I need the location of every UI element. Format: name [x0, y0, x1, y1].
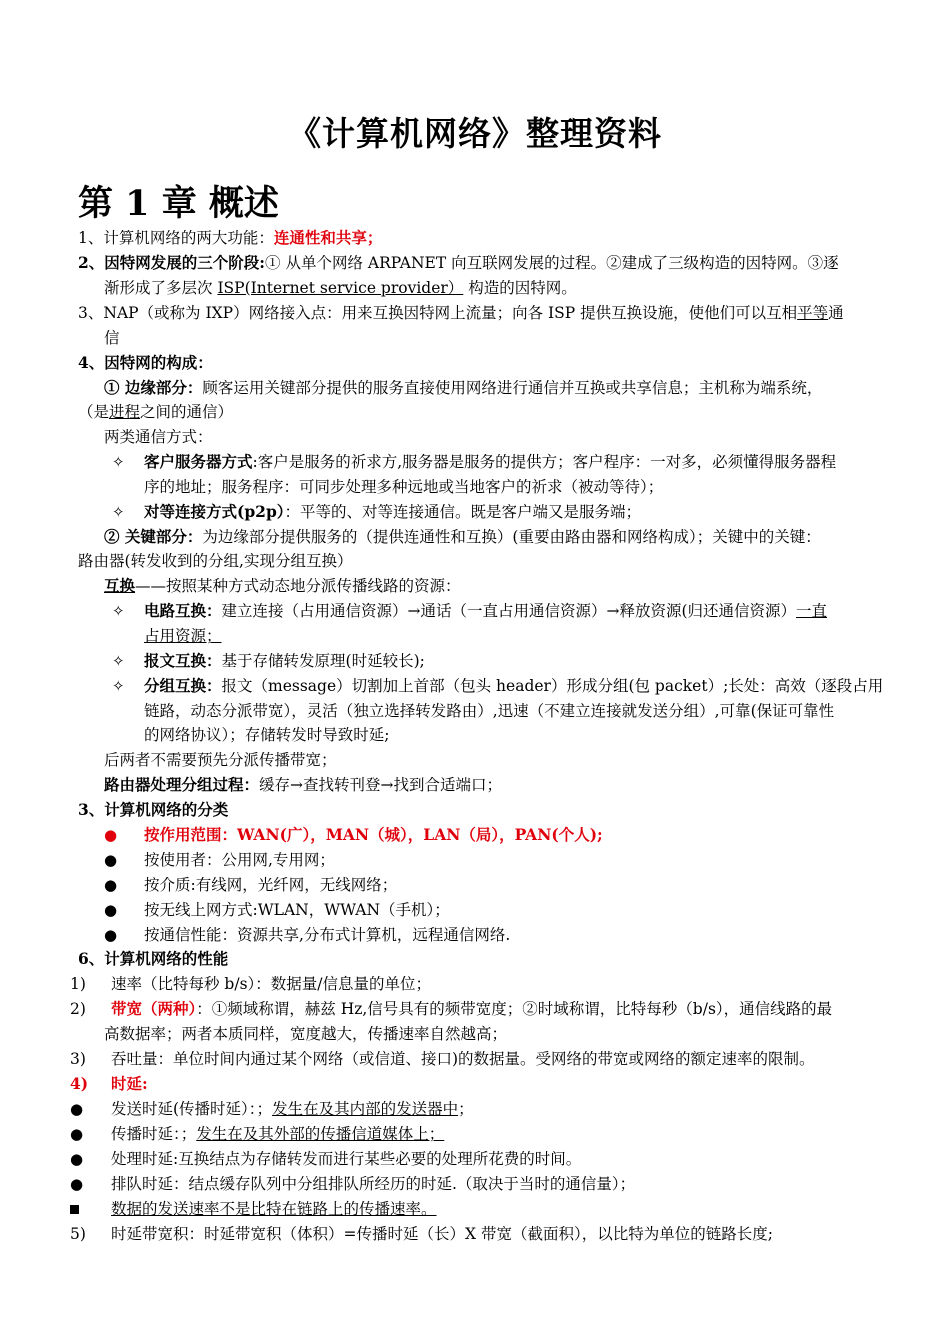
modes-heading: 两类通信方式：	[104, 428, 213, 446]
list-number: 5)	[70, 1225, 86, 1243]
classification-item: 按介质:有线网，光纤网，无线网络；	[144, 876, 398, 894]
classification-item: 按无线上网方式:WLAN，WWAN（手机）；	[144, 901, 450, 919]
client-server-cont: 序的地址；服务程序：可同步处理多种远地或当地客户的祈求（被动等待）；	[144, 478, 664, 496]
circuit-switching-cont: 占用资源；	[144, 627, 222, 645]
highlight-text: 连通性和共享；	[273, 228, 383, 247]
list-number: 4)	[70, 1074, 89, 1093]
section-4-heading: 4、因特网的构成：	[78, 353, 213, 372]
perf-throughput: 吞吐量：单位时间内通过某个网络（或信道、接口)的数据量。受网络的带宽或网络的额定速率的限制。	[111, 1050, 815, 1068]
packet-switching: 分组互换：报文（message）切割加上首部（包头 header）形成分组(包 packet）;长处：高效（逐段占用	[144, 676, 884, 695]
item-3: 3、NAP（或称为 IXP）网络接入点：用来互换因特网上流量；向各 ISP 提供互换设施，使他们可以互相平等通	[78, 304, 844, 322]
diamond-bullet-icon: ✧	[112, 503, 125, 521]
document-title: 《计算机网络》整理资料	[288, 114, 662, 153]
edge-part: ① 边缘部分：顾客运用关键部分提供的服务直接使用网络进行通信并互换或共享信息；主机称为端系统，	[104, 378, 823, 397]
item-2: 2、因特网发展的三个阶段:① 从单个网络 ARPANET 向互联网发展的过程。②建成了三级构造的因特网。③逐	[78, 253, 839, 272]
item-1: 1、计算机网络的两大功能：连通性和共享；	[78, 228, 383, 247]
item-3-cont: 信	[104, 329, 120, 347]
switching-heading: 互换——按照某种方式动态地分派传播线路的资源：	[104, 576, 461, 595]
dot-bullet-icon: ●	[70, 1175, 84, 1193]
diamond-bullet-icon: ✧	[112, 602, 125, 620]
item-2-cont: 渐形成了多层次 ISP(Internet service provider） 构造的因特网。	[104, 279, 577, 297]
dot-bullet-icon: ●	[104, 851, 118, 869]
perf-rate: 速率（比特每秒 b/s）：数据量/信息量的单位；	[111, 975, 431, 993]
dot-bullet-icon: ●	[104, 901, 118, 919]
p2p-mode: 对等连接方式(p2p）：平等的、对等连接通信。既是客户端又是服务端；	[144, 502, 642, 521]
perf-bandwidth-cont: 高数据率；两者本质同样，宽度越大，传播速率自然越高；	[104, 1025, 508, 1043]
dot-bullet-icon: ●	[70, 1150, 84, 1168]
perf-delay: 时延:	[111, 1074, 148, 1093]
classification-heading: 3、计算机网络的分类	[78, 800, 229, 819]
delay-queuing: 排队时延：结点缓存队列中分组排队所经历的时延.（取决于当时的通信量）；	[111, 1175, 636, 1193]
diamond-bullet-icon: ✧	[112, 652, 125, 670]
red-dot-bullet-icon: ●	[104, 826, 118, 844]
chapter-heading: 第 1 章 概述	[78, 183, 279, 224]
diamond-bullet-icon: ✧	[112, 453, 125, 471]
dot-bullet-icon: ●	[104, 876, 118, 894]
perf-bandwidth: 带宽（两种）：①频域称谓，赫兹 Hz,信号具有的频带宽度；②时域称谓，比特每秒（b/s），通信线路的最	[111, 999, 833, 1018]
core-part-cont: 路由器(转发收到的分组,实现分组互换）	[78, 552, 353, 570]
delay-processing: 处理时延:互换结点为存储转发而进行某些必要的处理所花费的时间。	[111, 1150, 582, 1168]
delay-propagation: 传播时延：；发生在及其外部的传播信道媒体上；	[111, 1125, 445, 1143]
delay-transmission: 发送时延(传播时延）：；发生在及其内部的发送器中；	[111, 1100, 474, 1118]
classification-item: 按作用范围：WAN(广），MAN（城），LAN（局），PAN(个人);	[144, 825, 603, 844]
list-number: 3)	[70, 1050, 86, 1068]
client-server-mode: 客户服务器方式:客户是服务的祈求方,服务器是服务的提供方；客户程序：一对多，必须懂得服务器程	[144, 452, 837, 471]
dot-bullet-icon: ●	[70, 1100, 84, 1118]
packet-switching-cont: 的网络协议）；存储转发时导致时延;	[144, 726, 390, 744]
packet-switching-cont: 链路，动态分派带宽），灵活（独立选择转发路由）,迅速（不建立连接就发送分组）,可靠(保证可靠性	[144, 702, 835, 720]
classification-item: 按使用者：公用网,专用网；	[144, 851, 335, 869]
core-part: ② 关键部分：为边缘部分提供服务的（提供连通性和互换）(重要由路由器和网络构成）；关键中的关键：	[104, 527, 821, 546]
switching-note: 后两者不需要预先分派传播带宽；	[104, 751, 337, 769]
diamond-bullet-icon: ✧	[112, 677, 125, 695]
dot-bullet-icon: ●	[104, 926, 118, 944]
dot-bullet-icon: ●	[70, 1125, 84, 1143]
classification-item: 按通信性能：资源共享,分布式计算机，远程通信网络.	[144, 926, 511, 944]
circuit-switching: 电路互换：建立连接（占用通信资源）→通话（一直占用通信资源）→释放资源(归还通信资源）一直	[144, 601, 828, 620]
list-number: 1)	[70, 975, 86, 993]
performance-heading: 6、计算机网络的性能	[78, 949, 229, 968]
delay-note: 数据的发送速率不是比特在链路上的传播速率。	[111, 1200, 437, 1218]
edge-part-cont: （是进程之间的通信）	[78, 403, 234, 421]
perf-delay-bandwidth: 时延带宽积：时延带宽积（体积）=传播时延（长）X 带宽（截面积），以比特为单位的链路长度;	[111, 1225, 773, 1243]
list-number: 2)	[70, 1000, 86, 1018]
square-bullet-icon	[70, 1197, 79, 1221]
router-process: 路由器处理分组过程：缓存→查找转刊登→找到合适端口；	[104, 775, 502, 794]
message-switching: 报文互换：基于存储转发原理(时延较长);	[144, 651, 425, 670]
